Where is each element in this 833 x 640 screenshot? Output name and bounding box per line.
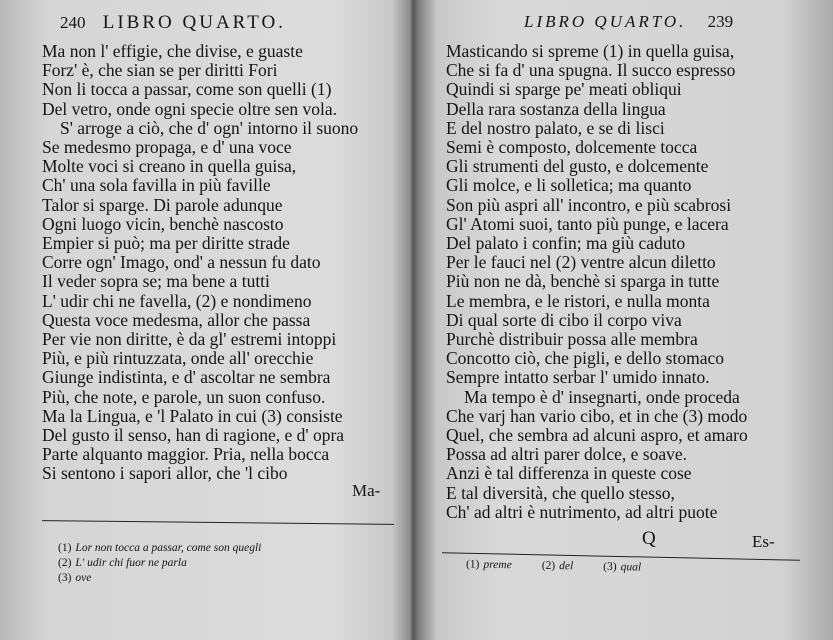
verse-line: Del gusto il senso, han di ragione, e d' opra xyxy=(42,425,345,446)
verse-line: Ch' una sola favilla in più faville xyxy=(42,175,271,196)
verse-line: Più, e più rintuzzata, onde all' orecchie xyxy=(42,348,314,369)
verse-line: Son più aspri all' incontro, e più scabrosi xyxy=(446,194,732,215)
footnote xyxy=(466,557,512,573)
footnote-mark: (2) xyxy=(541,559,556,573)
left-running-title: LIBRO QUARTO. xyxy=(102,12,286,33)
verse-line: Per le fauci nel (2) ventre alcun diletto xyxy=(446,252,716,273)
verse-line: Del vetro, onde ogni specie oltre sen vola. xyxy=(42,98,337,119)
signature-mark: Q xyxy=(642,528,656,549)
left-running-head xyxy=(60,12,286,34)
verse-line: Parte alquanto maggior. Pria, nella bocca xyxy=(42,444,330,465)
verse-line: Della rara sostanza della lingua xyxy=(446,98,666,119)
verse-line: Talor si sparge. Di parole adunque xyxy=(42,194,283,215)
verse-line: Che varj han vario cibo, et in che (3) modo xyxy=(446,405,748,426)
footnote-mark: (3) xyxy=(603,560,617,574)
verse-line: Giunge indistinta, e d' ascoltar ne sembra xyxy=(42,367,331,388)
right-page xyxy=(414,0,833,640)
verse-line: Il veder sopra se; ma bene a tutti xyxy=(42,271,270,292)
verse-line: Di qual sorte di cibo il corpo viva xyxy=(446,309,682,330)
verse-line: Questa voce medesma, allor che passa xyxy=(42,309,311,330)
footnote-text: L' udir chi fuor ne parla xyxy=(75,557,187,569)
verse-line: Ma la Lingua, e 'l Palato in cui (3) consiste xyxy=(42,405,343,426)
right-running-head xyxy=(524,12,733,32)
verse-line: Semi è composto, dolcemente tocca xyxy=(446,137,698,158)
verse-line: Gli strumenti del gusto, e dolcemente xyxy=(446,156,709,177)
verse-line: Gl' Atomi suoi, tanto più punge, e lacera xyxy=(446,213,729,234)
footnote-text: Lor non tocca a passar, come son quegli xyxy=(75,542,262,554)
left-footnote-rule xyxy=(42,520,394,525)
verse-line: Più, che note, e parole, un suon confuso. xyxy=(42,386,326,407)
verse-line: Empier si può; ma per diritte strade xyxy=(42,233,290,254)
left-catchword: Ma- xyxy=(352,481,381,500)
verse-line: L' udir chi ne favella, (2) e nondimeno xyxy=(42,290,312,311)
right-page-number: 239 xyxy=(707,12,734,31)
verse-line: Ogni luogo vicin, benchè nascosto xyxy=(42,213,284,234)
footnote xyxy=(58,556,261,571)
footnote-mark: (1) xyxy=(58,542,72,554)
right-footnotes xyxy=(466,557,641,575)
verse-line: Anzi è tal differenza in queste cose xyxy=(446,463,692,484)
right-catchword: Es- xyxy=(752,532,775,551)
verse-line: Per vie non diritte, è da gl' estremi intoppi xyxy=(42,329,337,350)
verse-line: Possa ad altri parer dolce, e soave. xyxy=(446,444,688,465)
footnote-mark: (3) xyxy=(58,572,72,584)
verse-line: Del palato i confin; ma giù caduto xyxy=(446,233,686,254)
verse-line: Masticando si spreme (1) in quella guisa, xyxy=(446,41,735,61)
footnote-text: qual xyxy=(620,561,642,574)
verse-line: Forz' è, che sian se per diritti Fori xyxy=(42,60,278,81)
footnote xyxy=(603,560,641,576)
left-page xyxy=(0,0,405,640)
verse-line: Ch' ad altri è nutrimento, ad altri puote xyxy=(446,501,718,522)
verse-line: Ma non l' effigie, che divise, e guaste xyxy=(42,41,303,61)
verse-line: Quel, che sembra ad alcuni aspro, et amaro xyxy=(446,425,748,446)
verse-line: Quindi si sparge pe' meati obliqui xyxy=(446,79,682,100)
verse-line: Che si fa d' una spugna. Il succo espresso xyxy=(446,60,736,81)
verse-line: E tal diversità, che quello stesso, xyxy=(446,482,675,503)
verse-line: E del nostro palato, e se di lisci xyxy=(446,117,665,138)
footnote-text: ove xyxy=(75,572,92,584)
verse-line: S' arroge a ciò, che d' ogn' intorno il suono xyxy=(60,117,359,138)
verse-line: Gli molce, e li solletica; ma quanto xyxy=(446,175,692,196)
left-footnotes xyxy=(58,541,261,586)
footnote xyxy=(542,559,574,575)
footnote-mark: (2) xyxy=(58,557,72,569)
left-verse-list xyxy=(42,42,358,484)
verse-line: Non li tocca a passar, come son quelli (1) xyxy=(42,79,332,100)
right-running-title: LIBRO QUARTO. xyxy=(524,12,687,31)
footnote xyxy=(58,571,261,586)
footnote-text: del xyxy=(559,560,574,573)
left-page-number: 240 xyxy=(60,13,86,32)
verse-line: Più non ne dà, benchè si sparga in tutte xyxy=(446,271,720,292)
verse-line: Le membra, e le ristori, e nulla monta xyxy=(446,290,710,311)
verse-line: Corre ogn' Imago, ond' a nessun fu dato xyxy=(42,252,321,273)
verse-line: Se medesmo propaga, e d' una voce xyxy=(42,137,292,158)
verse-line: Concotto ciò, che pigli, e dello stomaco xyxy=(446,348,724,369)
verse-line: Sempre intatto serbar l' umido innato. xyxy=(446,367,710,388)
footnote-text: preme xyxy=(483,558,512,572)
verse-line: Purchè distribuir possa alle membra xyxy=(446,329,698,350)
verse-line: Si sentono i sapori allor, che 'l cibo xyxy=(42,463,288,484)
footnote xyxy=(58,541,261,556)
verse-line: Molte voci si creano in quella guisa, xyxy=(42,156,297,177)
footnote-mark: (1) xyxy=(465,558,480,571)
right-verse-list xyxy=(446,42,748,522)
verse-line: Ma tempo è d' insegnarti, onde proceda xyxy=(464,386,740,407)
